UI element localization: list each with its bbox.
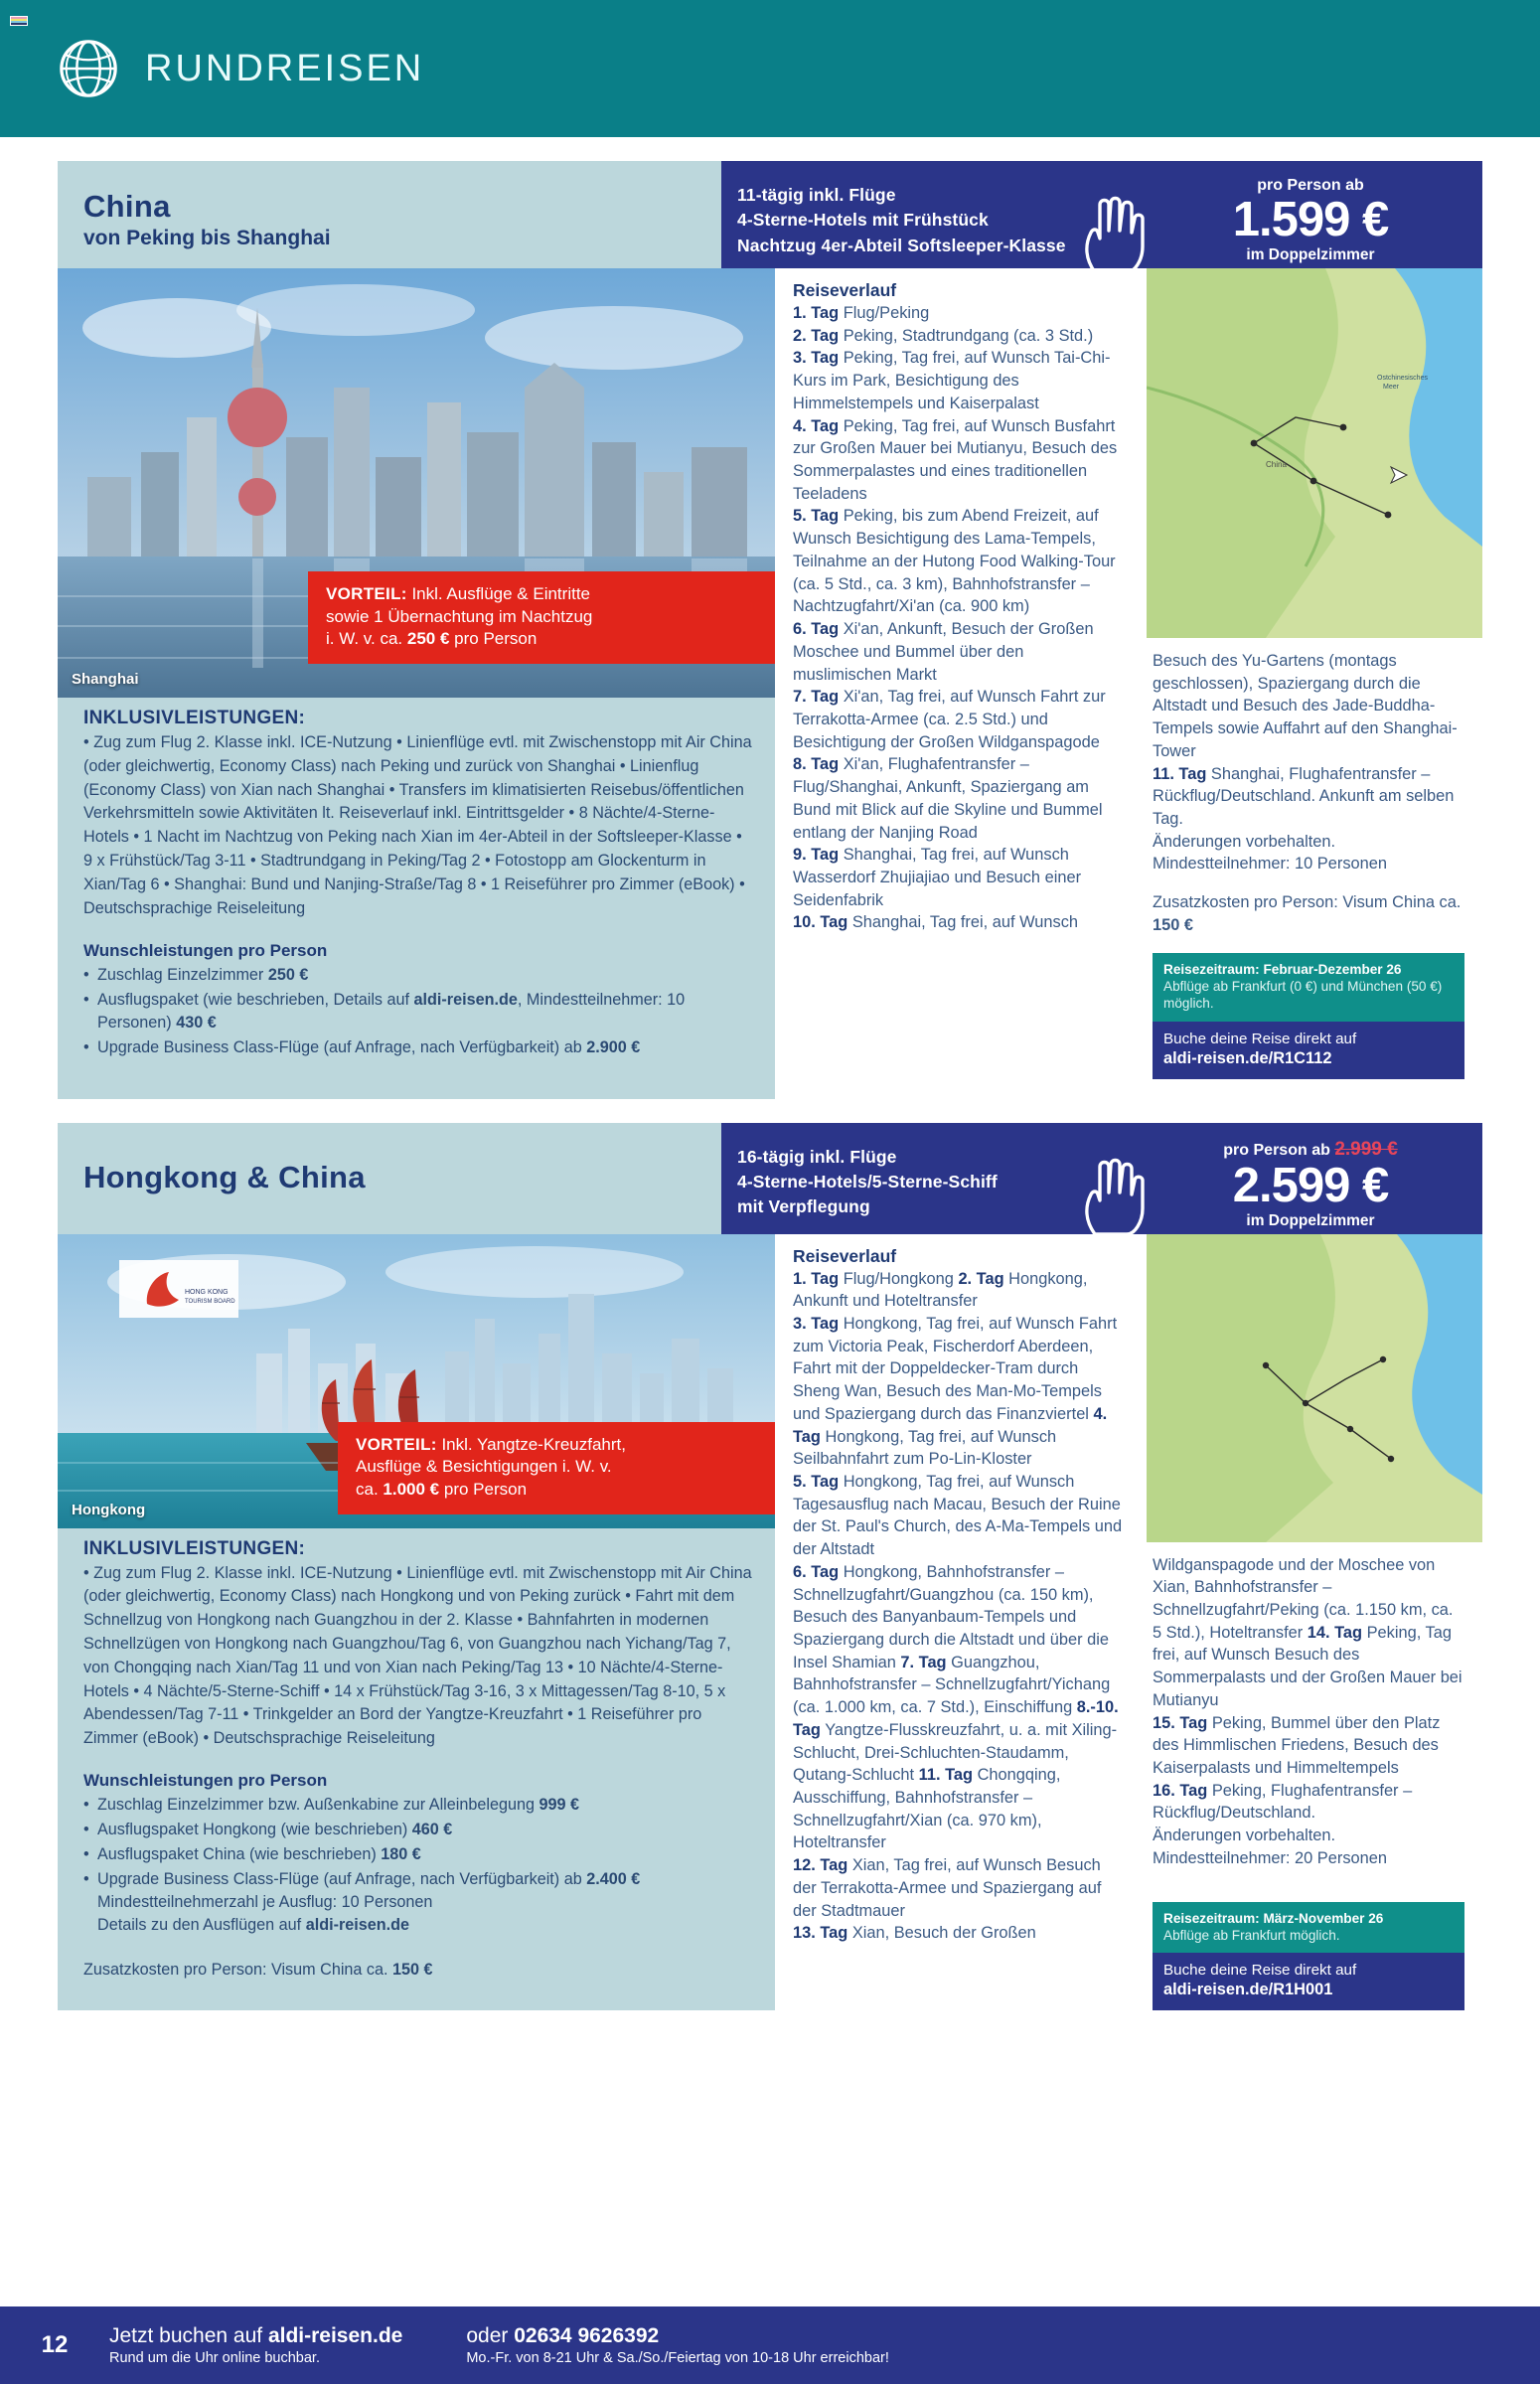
vorteil-text-3b: pro Person <box>449 629 538 649</box>
map-label-country: China <box>1266 460 1287 469</box>
price-block <box>1139 161 1482 268</box>
wunsch-list <box>83 964 753 1059</box>
offer-title-pane-2 <box>58 1123 721 1234</box>
offer-photo-hongkong <box>58 1234 775 1528</box>
zusatz-left-2: Zusatzkosten pro Person: Visum China ca. 150 € <box>83 1961 433 1979</box>
price-old: 2.999 € <box>1334 1138 1398 1160</box>
vorteil-badge <box>308 571 775 664</box>
offer-title: China <box>83 189 171 224</box>
inklusiv-section <box>58 698 775 927</box>
globe-icon <box>58 38 119 99</box>
offer-title-2: Hongkong & China <box>83 1159 366 1194</box>
offer-itinerary-column <box>775 268 1143 1099</box>
offer-price-pane-2 <box>721 1123 1482 1234</box>
inklusiv-text: • Zug zum Flug 2. Klasse inkl. ICE-Nutzung • Linienflüge evtl. mit Zwischenstopp mit Air China (oder gleichwertig, Economy Class) nach Peking und zurück von Shanghai • Linienflug (Economy Class) von Xian nach Shanghai • Transfers im klimatisierten Reisebus/öffentlichen Verkehrsmitteln sowie Aktivitäten lt. Reiseverlauf inkl. Eintrittsgelder • 8 Nächte/4-Sterne-Hotels • 1 Nacht im Nachtzug von Peking nach Xian im 4er-Abteil in der Softsleeper-Klasse • 9 x Frühstück/Tag 3-11 • Stadtrundgang in Peking/Tag 2 • Fotostopp am Glockenturm in Xian/Tag 6 • Shanghai: Bund und Nanjing-Straße/Tag 8 • 1 Reiseführer pro Zimmer (eBook) • Deutschsprachige Reiseleitung <box>83 733 752 917</box>
offer-itinerary-column-2 <box>775 1234 1143 2011</box>
color-bar-icon <box>10 16 28 26</box>
badge-line-3: mit Verpflegung <box>737 1196 870 1217</box>
offer-header <box>58 161 1482 268</box>
pointing-hand-icon <box>1077 189 1151 274</box>
offer-left-column-2 <box>58 1234 775 2011</box>
inklusiv-heading-2: INKLUSIVLEISTUNGEN: <box>83 1537 306 1559</box>
badge-line-1: 11-tägig inkl. Flüge <box>737 185 896 205</box>
footer-phone-number: 02634 9626392 <box>514 2324 660 2347</box>
price-sublabel-2: im Doppelzimmer <box>1246 1211 1375 1229</box>
price-amount-2: 2.599 € <box>1232 1158 1389 1212</box>
list-item: • Ausflugspaket Hongkong (wie beschrieben) 460 € <box>83 1819 753 1841</box>
offer-header-2 <box>58 1123 1482 1234</box>
footer-book-line: Jetzt buchen auf aldi-reisen.de <box>109 2324 403 2347</box>
offer-badge-lines-2 <box>721 1123 1139 1234</box>
inklusiv-text-2: • Zug zum Flug 2. Klasse inkl. ICE-Nutzung • Linienflüge evtl. mit Zwischenstopp mit Air China (oder gleichwertig, Economy Class) nach Hongkong und von Peking zurück • Fahrt mit dem Schnellzug von Hongkong nach Guangzhou in der 2. Klasse • Bahnfahrten in modernen Schnellzügen von Hongkong nach Guangzhou/Tag 6, von Guangzhou nach Yichang/Tag 7, von Chongqing nach Xian/Tag 11 und von Xian nach Peking/Tag 13 • 10 Nächte/4-Sterne-Hotels • 4 Nächte/5-Sterne-Schiff • 14 x Frühstück/Tag 3-16, 3 x Mittagessen/Tag 8-10, 5 x Abendessen/Tag 7-11 • Trinkgelder an Bord der Yangtze-Kreuzfahrt • 1 Reiseführer pro Zimmer (eBook) • Deutschsprachige Reiseleitung <box>83 1563 752 1748</box>
itinerary-continuation: Besuch des Yu-Gartens (montags geschlossen), Spaziergang durch die Altstadt und Besuch des Jade-Buddha-Tempels sowie Auffahrt auf den Shanghai-Tower 11. Tag Shanghai, Flughafentransfer – Rückflug/Deutschland. Ankunft am selben Tag. Änderungen vorbehalten. Mindestteilnehmer: 10 Personen <box>1153 652 1458 874</box>
offer-photo-shanghai <box>58 268 775 698</box>
page-header <box>0 0 1540 137</box>
vorteil-text-2: sowie 1 Übernachtung im Nachtzug <box>326 606 593 626</box>
list-item: • Upgrade Business Class-Flüge (auf Anfrage, nach Verfügbarkeit) ab 2.900 € <box>83 1036 753 1059</box>
list-item: • Ausflugspaket (wie beschrieben, Details auf aldi-reisen.de, Mindestteilnehmer: 10 Personen) 430 € <box>83 989 753 1034</box>
wunsch-section <box>58 927 775 1079</box>
price-sublabel: im Doppelzimmer <box>1246 246 1375 264</box>
zusatzkosten-text: Zusatzkosten pro Person: Visum China ca. 150 € <box>1153 893 1462 934</box>
map-illustration <box>1147 268 1482 638</box>
footer-book-sub: Rund um die Uhr online buchbar. <box>109 2350 320 2366</box>
offer-right-column-2 <box>1143 1234 1482 2011</box>
inklusiv-section-2 <box>58 1528 775 1758</box>
wunsch-section-2 <box>58 1757 775 1957</box>
itinerary-continuation-2: Wildganspagode und der Moschee von Xian, Bahnhofstransfer – Schnellzugfahrt/Peking (ca. 1.150 km, ca. 5 Std.), Hoteltransfer 14. Tag Peking, Tag frei, auf Wunsch Besuch des Sommerpalasts und der Großen Mauer bei Mutianyu 15. Tag Peking, Bummel über den Platz des Himmlischen Friedens, Besuch des Kaiserpalasts und Himmeltempels 16. Tag Peking, Flughafentransfer – Rückflug/Deutschland. Änderungen vorbehalten. Mindestteilnehmer: 20 Personen <box>1153 1555 1463 1867</box>
booking-cta[interactable] <box>1153 1022 1464 1079</box>
footer-booking-block[interactable] <box>109 2324 402 2366</box>
itinerary-text-2: 1. Tag Flug/Hongkong 2. Tag Hongkong, Ankunft und Hoteltransfer 3. Tag Hongkong, Tag frei, auf Wunsch Fahrt zum Victoria Peak, Fischerdorf Aberdeen, Fahrt mit der Doppeldecker-Tram durch Sheng Wan, Besuch des Man-Mo-Tempels und Spaziergang durch das Finanzviertel 4. Tag Hongkong, Tag frei, auf Wunsch Seilbahnfahrt zum Po-Lin-Kloster 5. Tag Hongkong, Tag frei, auf Wunsch Tagesausflug nach Macau, Besuch der Ruine der St. Paul's Church, des A-Ma-Tempels und der Altstadt 6. Tag Hongkong, Bahnhofstransfer – Schnellzugfahrt/Guangzhou (ca. 150 km), Besuch des Banyanbaum-Tempels und Spaziergang durch die Altstadt und über die Insel Shamian 7. Tag Guangzhou, Bahnhofstransfer – Schnellzugfahrt/Yichang (ca. 1.000 km, ca. 7 Std.), Einschiffung 8.-10. Tag Yangtze-Flusskreuzfahrt, u. a. mit Xiling-Schlucht, Drei-Schluchten-Staudamm, Qutang-Schlucht 11. Tag Chongqing, Ausschiffung, Bahnhofstransfer – Schnellzugfahrt/Xian (ca. 970 km), Hoteltransfer 12. Tag Xian, Tag frei, auf Wunsch Besuch der Terrakotta-Armee und Spaziergang auf der Stadtmauer 13. Tag Xian, Besuch der Großen <box>793 1269 1123 1943</box>
inklusiv-heading: INKLUSIVLEISTUNGEN: <box>83 708 306 728</box>
photo-caption-2: Hongkong <box>72 1501 146 1518</box>
offer-body <box>58 268 1482 1099</box>
footer-phone-line: oder 02634 9626392 <box>466 2324 660 2347</box>
price-label: pro Person ab <box>1257 177 1364 194</box>
vorteil-label-2: VORTEIL: <box>356 1434 437 1454</box>
route-map-china <box>1147 268 1482 638</box>
offer-right-column <box>1143 268 1482 1099</box>
list-item: • Ausflugspaket China (wie beschrieben) 180 € <box>83 1843 753 1866</box>
badge-line-3: Nachtzug 4er-Abteil Softsleeper-Klasse <box>737 235 1066 255</box>
vorteil-text-2b: Ausflüge & Besichtigungen i. W. v. <box>356 1457 612 1477</box>
wunsch-heading: Wunschleistungen pro Person <box>83 940 328 960</box>
pointing-hand-icon <box>1077 1151 1151 1236</box>
booking-period-detail: Abflüge ab Frankfurt (0 €) und München (50 €) möglich. <box>1163 979 1443 1012</box>
offer-card-china <box>58 161 1482 1099</box>
price-label-2: pro Person ab 2.999 € <box>1223 1138 1398 1160</box>
offer-price-pane <box>721 161 1482 268</box>
svg-text:TOURISM BOARD: TOURISM BOARD <box>185 1298 235 1305</box>
list-item: • Upgrade Business Class-Flüge (auf Anfrage, nach Verfügbarkeit) ab 2.400 € Mindestteilnehmerzahl je Ausflug: 10 Personen Details zu den Ausflügen auf aldi-reisen.de <box>83 1868 753 1937</box>
svg-text:Meer: Meer <box>1383 384 1399 391</box>
booking-period-label: Reisezeitraum: Februar-Dezember 26 <box>1163 961 1402 977</box>
svg-text:HONG KONG: HONG KONG <box>185 1288 229 1296</box>
footer-book-url[interactable]: aldi-reisen.de <box>267 2324 403 2347</box>
badge-line-1: 16-tägig inkl. Flüge <box>737 1146 897 1167</box>
vorteil-amount-2: 1.000 € <box>383 1479 440 1499</box>
price-block-2 <box>1139 1123 1482 1234</box>
booking-period-2 <box>1153 1902 1464 1954</box>
footer-phone-sub: Mo.-Fr. von 8-21 Uhr & Sa./So./Feiertag von 10-18 Uhr erreichbar! <box>466 2350 889 2366</box>
itinerary-text: 1. Tag Flug/Peking 2. Tag Peking, Stadtrundgang (ca. 3 Std.) 3. Tag Peking, Tag frei, auf Wunsch Tai-Chi-Kurs im Park, Besichtigung des Himmelstempels und Kaiserpalast 4. Tag Peking, Tag frei, auf Wunsch Busfahrt zur Großen Mauer bei Mutianyu, Besuch des Sommerpalastes und eines traditionellen Teeladens 5. Tag Peking, bis zum Abend Freizeit, auf Wunsch Besichtigung des Lama-Tempels, Teilnahme an der Hutong Food Walking-Tour (ca. 5 Std., ca. 3 km), Bahnhofstransfer – Nachtzugfahrt/Xi'an (ca. 900 km) 6. Tag Xi'an, Ankunft, Besuch der Großen Moschee und Bummel über den muslimischen Markt 7. Tag Xi'an, Tag frei, auf Wunsch Fahrt zur Terrakotta-Armee (ca. 2.5 Std.) und Besichtigung der Großen Wildganspagode 8. Tag Xi'an, Flughafentransfer – Flug/Shanghai, Ankunft, Spaziergang am Bund mit Blick auf die Skyline und Bummel entlang der Nanjing Road 9. Tag Shanghai, Tag frei, auf Wunsch Wasserdorf Zhujiajiao und Besuch einer Seidenfabrik 10. Tag Shanghai, Tag frei, auf Wunsch <box>793 304 1118 932</box>
booking-period-detail-2: Abflüge ab Frankfurt möglich. <box>1163 1927 1340 1943</box>
photo-caption: Shanghai <box>72 671 139 688</box>
wunsch-heading-2: Wunschleistungen pro Person <box>83 1771 328 1790</box>
booking-period <box>1153 953 1464 1022</box>
booking-cta-2[interactable] <box>1153 1953 1464 2010</box>
footer-phone-block <box>466 2324 889 2366</box>
booking-period-label-2: Reisezeitraum: März-November 26 <box>1163 1910 1384 1926</box>
offer-card-hongkong-china <box>58 1123 1482 2011</box>
itinerary-heading: Reiseverlauf <box>793 280 897 300</box>
offer-left-column <box>58 268 775 1099</box>
booking-box-2[interactable] <box>1153 1902 1464 2011</box>
price-amount: 1.599 € <box>1232 193 1389 246</box>
offer-badge-lines <box>721 161 1139 268</box>
offer-title-pane <box>58 161 721 268</box>
vorteil-text-1: Inkl. Ausflüge & Eintritte <box>406 584 590 604</box>
badge-line-2: 4-Sterne-Hotels mit Frühstück <box>737 210 989 231</box>
vorteil-text-1b: Inkl. Yangtze-Kreuzfahrt, <box>436 1434 626 1454</box>
itinerary-heading-2: Reiseverlauf <box>793 1245 897 1266</box>
zusatz-left <box>58 1079 775 1099</box>
page-title: RUNDREISEN <box>145 47 425 89</box>
booking-cta-label-2: Buche deine Reise direkt auf <box>1163 1962 1357 1980</box>
booking-url-2[interactable]: aldi-reisen.de/R1H001 <box>1163 1981 1333 1999</box>
offer-body-2 <box>58 1234 1482 2011</box>
vorteil-badge-2 <box>338 1422 775 1514</box>
map-label-sea: Ostchinesisches <box>1377 375 1428 382</box>
list-item: • Zuschlag Einzelzimmer 250 € <box>83 964 753 987</box>
offer-subtitle: von Peking bis Shanghai <box>83 227 331 249</box>
badge-line-2: 4-Sterne-Hotels/5-Sterne-Schiff <box>737 1171 998 1192</box>
booking-url[interactable]: aldi-reisen.de/R1C112 <box>1163 1048 1332 1067</box>
page-number: 12 <box>41 2331 69 2358</box>
list-item: • Zuschlag Einzelzimmer bzw. Außenkabine zur Alleinbelegung 999 € <box>83 1794 753 1817</box>
map-illustration-2 <box>1147 1234 1482 1542</box>
booking-cta-label: Buche deine Reise direkt auf <box>1163 1030 1357 1047</box>
vorteil-label: VORTEIL: <box>326 584 407 604</box>
vorteil-text-3ab: ca. <box>356 1479 384 1499</box>
vorteil-amount: 250 € <box>406 629 450 649</box>
page-footer <box>0 2306 1540 2384</box>
booking-box[interactable] <box>1153 953 1464 1079</box>
vorteil-text-3a: i. W. v. ca. <box>326 629 407 649</box>
vorteil-text-3bb: pro Person <box>439 1479 528 1499</box>
wunsch-list-2 <box>83 1794 753 1937</box>
route-map-hongkong-china <box>1147 1234 1482 1542</box>
